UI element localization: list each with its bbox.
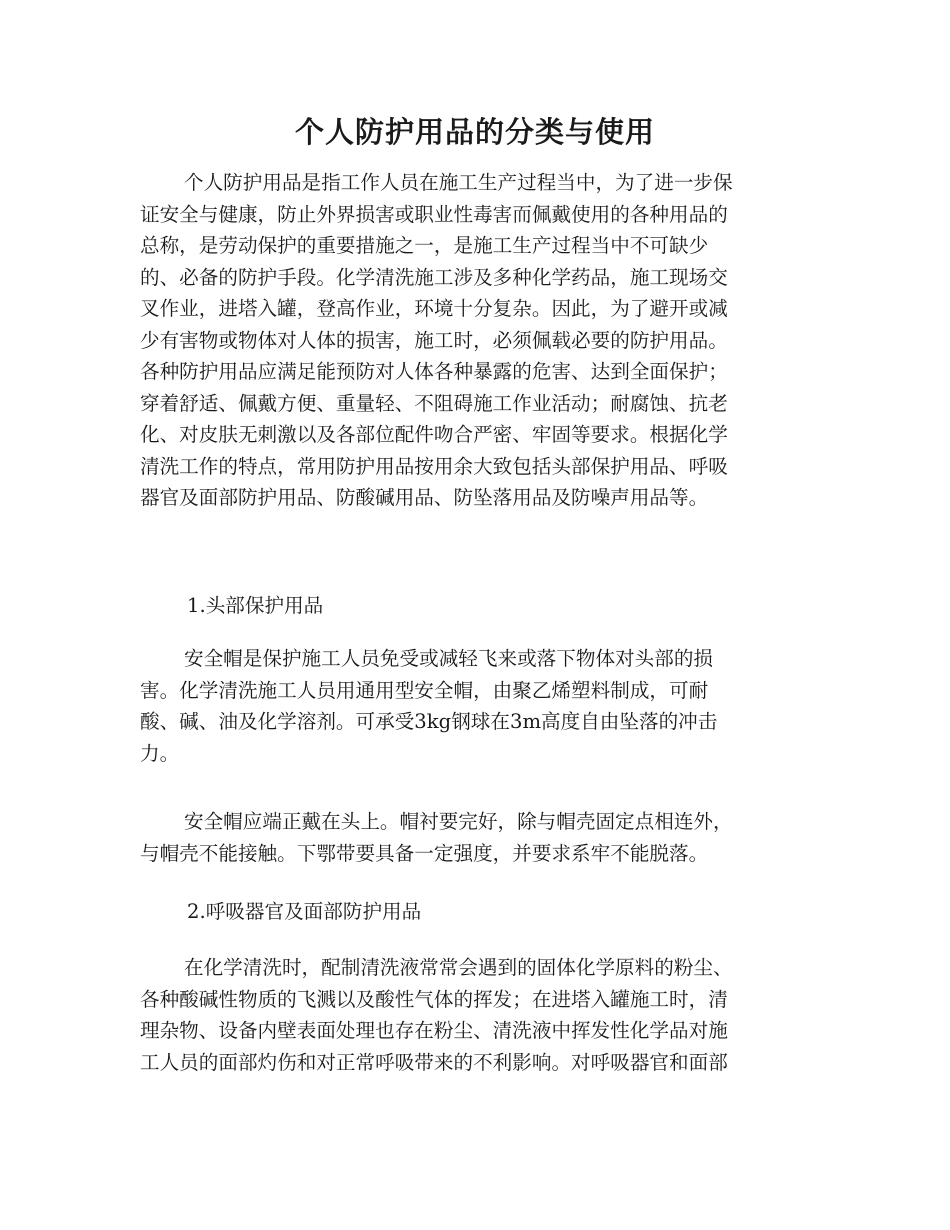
paragraph-line: 叉作业，进塔入罐，登高作业，环境十分复杂。因此，为了避开或减 [140,297,728,320]
paragraph-line: 各种防护用品应满足能预防对人体各种暴露的危害、达到全面保护； [140,360,728,383]
section-heading-respiratory-protection: 2.呼吸器官及面部防护用品 [187,900,422,923]
section-heading-head-protection: 1.头部保护用品 [187,594,324,617]
paragraph-line: 个人防护用品是指工作人员在施工生产过程当中，为了进一步保 [184,171,733,194]
paragraph-respiratory [140,952,800,1078]
paragraph-line: 穿着舒适、佩戴方便、重量轻、不阻碍施工作业活动；耐腐蚀、抗老 [140,391,728,415]
paragraph-line: 器官及面部防护用品、防酸碱用品、防坠落用品及防噪声用品等。 [140,486,709,509]
paragraph-line: 安全帽是保护施工人员免受或减轻飞来或落下物体对头部的损 [184,647,714,670]
paragraph-line: 与帽壳不能接触。下鄂带要具备一定强度，并要求系牢不能脱落。 [140,841,709,865]
paragraph-line: 在化学清洗时，配制清洗液常常会遇到的固体化学原料的粉尘、 [184,956,733,979]
paragraph-line: 力。 [140,741,180,765]
paragraph-line: 各种酸碱性物质的飞溅以及酸性气体的挥发；在进塔入罐施工时，清 [140,987,728,1011]
paragraph-line: 总称，是劳动保护的重要措施之一，是施工生产过程当中不可缺少 [140,234,709,257]
paragraph-line: 化、对皮肤无刺激以及各部位配件吻合严密、牢固等要求。根据化学 [140,423,728,446]
paragraph-safety-helmet [140,643,800,769]
paragraph-intro [140,167,800,514]
paragraph-line: 少有害物或物体对人体的损害，施工时，必须佩载必要的防护用品。 [140,328,728,352]
paragraph-line: 清洗工作的特点，常用防护用品按用余大致包括头部保护用品、呼吸 [140,454,728,478]
paragraph-line: 安全帽应端正戴在头上。帽衬要完好，除与帽壳固定点相连外， [184,810,733,833]
paragraph-line: 证安全与健康，防止外界损害或职业性毒害而佩戴使用的各种用品的 [140,202,728,226]
paragraph-line: 酸、碱、油及化学溶剂。可承受3kg钢球在3m高度自由坠落的冲击 [140,710,718,733]
paragraph-helmet-usage [140,806,800,869]
paragraph-line: 工人员的面部灼伤和对正常呼吸带来的不利影响。对呼吸器官和面部 [140,1050,728,1074]
paragraph-line: 的、必备的防护手段。化学清洗施工涉及多种化学药品，施工现场交 [140,265,728,289]
paragraph-line: 害。化学清洗施工人员用通用型安全帽，由聚乙烯塑料制成，可耐 [140,678,709,702]
paragraph-line: 理杂物、设备内壁表面处理也存在粉尘、清洗液中挥发性化学品对施 [140,1019,728,1042]
document-title: 个人防护用品的分类与使用 [294,115,655,149]
